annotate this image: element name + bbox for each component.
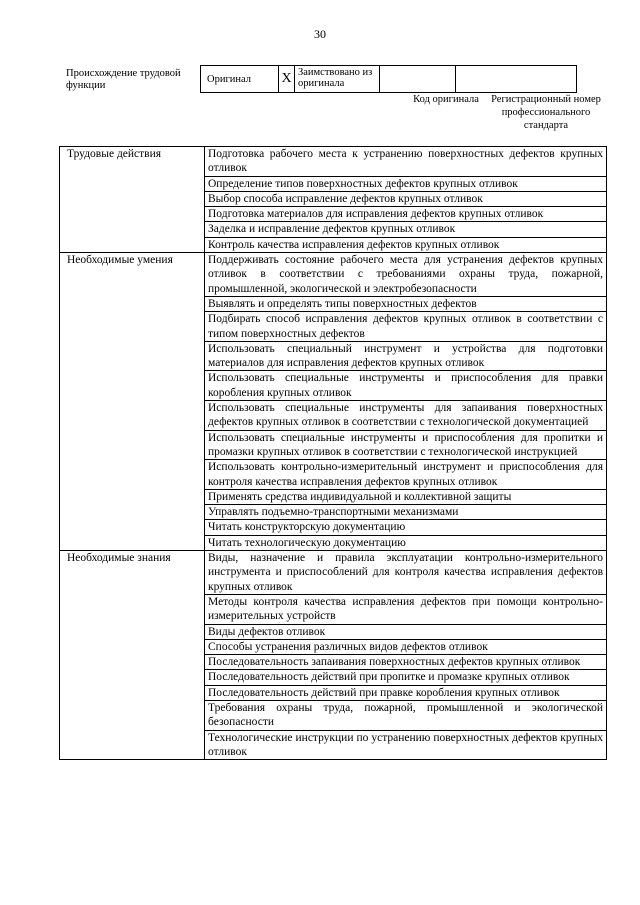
original-code-caption: Код оригинала [413,94,479,105]
required-knowledge-item: Требования охраны труда, пожарной, промышленной и экологической безопасности [205,700,607,730]
required-skills-item: Читать технологическую документацию [205,535,607,550]
required-knowledge-item: Виды дефектов отливок [205,624,607,639]
required-knowledge-label: Необходимые знания [60,551,205,760]
required-skills-item: Выявлять и определять типы поверхностных дефектов [205,296,607,311]
labor-actions-item: Заделка и исправление дефектов крупных отливок [205,222,607,237]
required-knowledge-item: Технологические инструкции по устранению поверхностных дефектов крупных отливок [205,730,607,760]
required-knowledge-item: Методы контроля качества исправления дефектов при помощи контрольно-измерительных устройств [205,594,607,624]
required-skills-item: Использовать специальный инструмент и устройства для подготовки материалов для исправления дефектов крупных отливок [205,341,607,371]
page-number: 30 [314,27,326,41]
required-knowledge-item: Последовательность запаивания поверхностных дефектов крупных отливок [205,655,607,670]
table-row [60,147,607,177]
required-skills-item: Применять средства индивидуальной и коллективной защиты [205,489,607,504]
origin-table [200,65,577,93]
required-skills-item: Использовать специальные инструменты для запаивания поверхностных дефектов крупных отливок в соответствии с технологической документацией [205,401,607,431]
original-code-cell [380,66,456,93]
required-skills-item: Читать конструкторскую документацию [205,520,607,535]
original-mark: X [279,66,295,93]
labor-function-table [59,146,607,760]
origin-label: Происхождение трудовой функции [66,68,181,91]
registration-number-caption: Регистрационный номер профессионального стандарта [491,94,601,131]
registration-number-cell [456,66,577,93]
labor-actions-item: Подготовка рабочего места к устранению поверхностных дефектов крупных отливок [205,147,607,177]
required-knowledge-item: Последовательность действий при правке коробления крупных отливок [205,685,607,700]
required-skills-item: Подбирать способ исправления дефектов крупных отливок в соответствии с типом поверхностных дефектов [205,312,607,342]
required-skills-item: Использовать контрольно-измерительный инструмент и приспособления для контроля качества исправления дефектов крупных отливок [205,460,607,490]
labor-actions-item: Контроль качества исправления дефектов крупных отливок [205,237,607,252]
table-row [60,551,607,595]
original-cell: Оригинал [201,66,279,93]
table-row [60,253,607,297]
labor-actions-item: Определение типов поверхностных дефектов крупных отливок [205,176,607,191]
required-knowledge-item: Последовательность действий при пропитке и промазке крупных отливок [205,670,607,685]
required-skills-item: Управлять подъемно-транспортными механизмами [205,505,607,520]
labor-actions-label: Трудовые действия [60,147,205,253]
required-skills-label: Необходимые умения [60,253,205,551]
required-knowledge-item: Виды, назначение и правила эксплуатации контрольно-измерительного инструмента и приспособлений для контроля качества исправления дефектов крупных отливок [205,551,607,595]
required-skills-item: Использовать специальные инструменты и приспособления для правки коробления крупных отливок [205,371,607,401]
borrowed-cell: Заимствовано из оригинала [295,66,380,93]
labor-actions-item: Выбор способа исправление дефектов крупных отливок [205,191,607,206]
labor-actions-item: Подготовка материалов для исправления дефектов крупных отливок [205,207,607,222]
required-skills-item: Поддерживать состояние рабочего места для устранения дефектов крупных отливок в соответствии с требованиями охраны труда, пожарной, промышленной, экологической и электробезопасности [205,253,607,297]
required-knowledge-item: Способы устранения различных видов дефектов отливок [205,639,607,654]
required-skills-item: Использовать специальные инструменты и приспособления для пропитки и промазки крупных отливок в соответствии с технологической инструкцией [205,430,607,460]
